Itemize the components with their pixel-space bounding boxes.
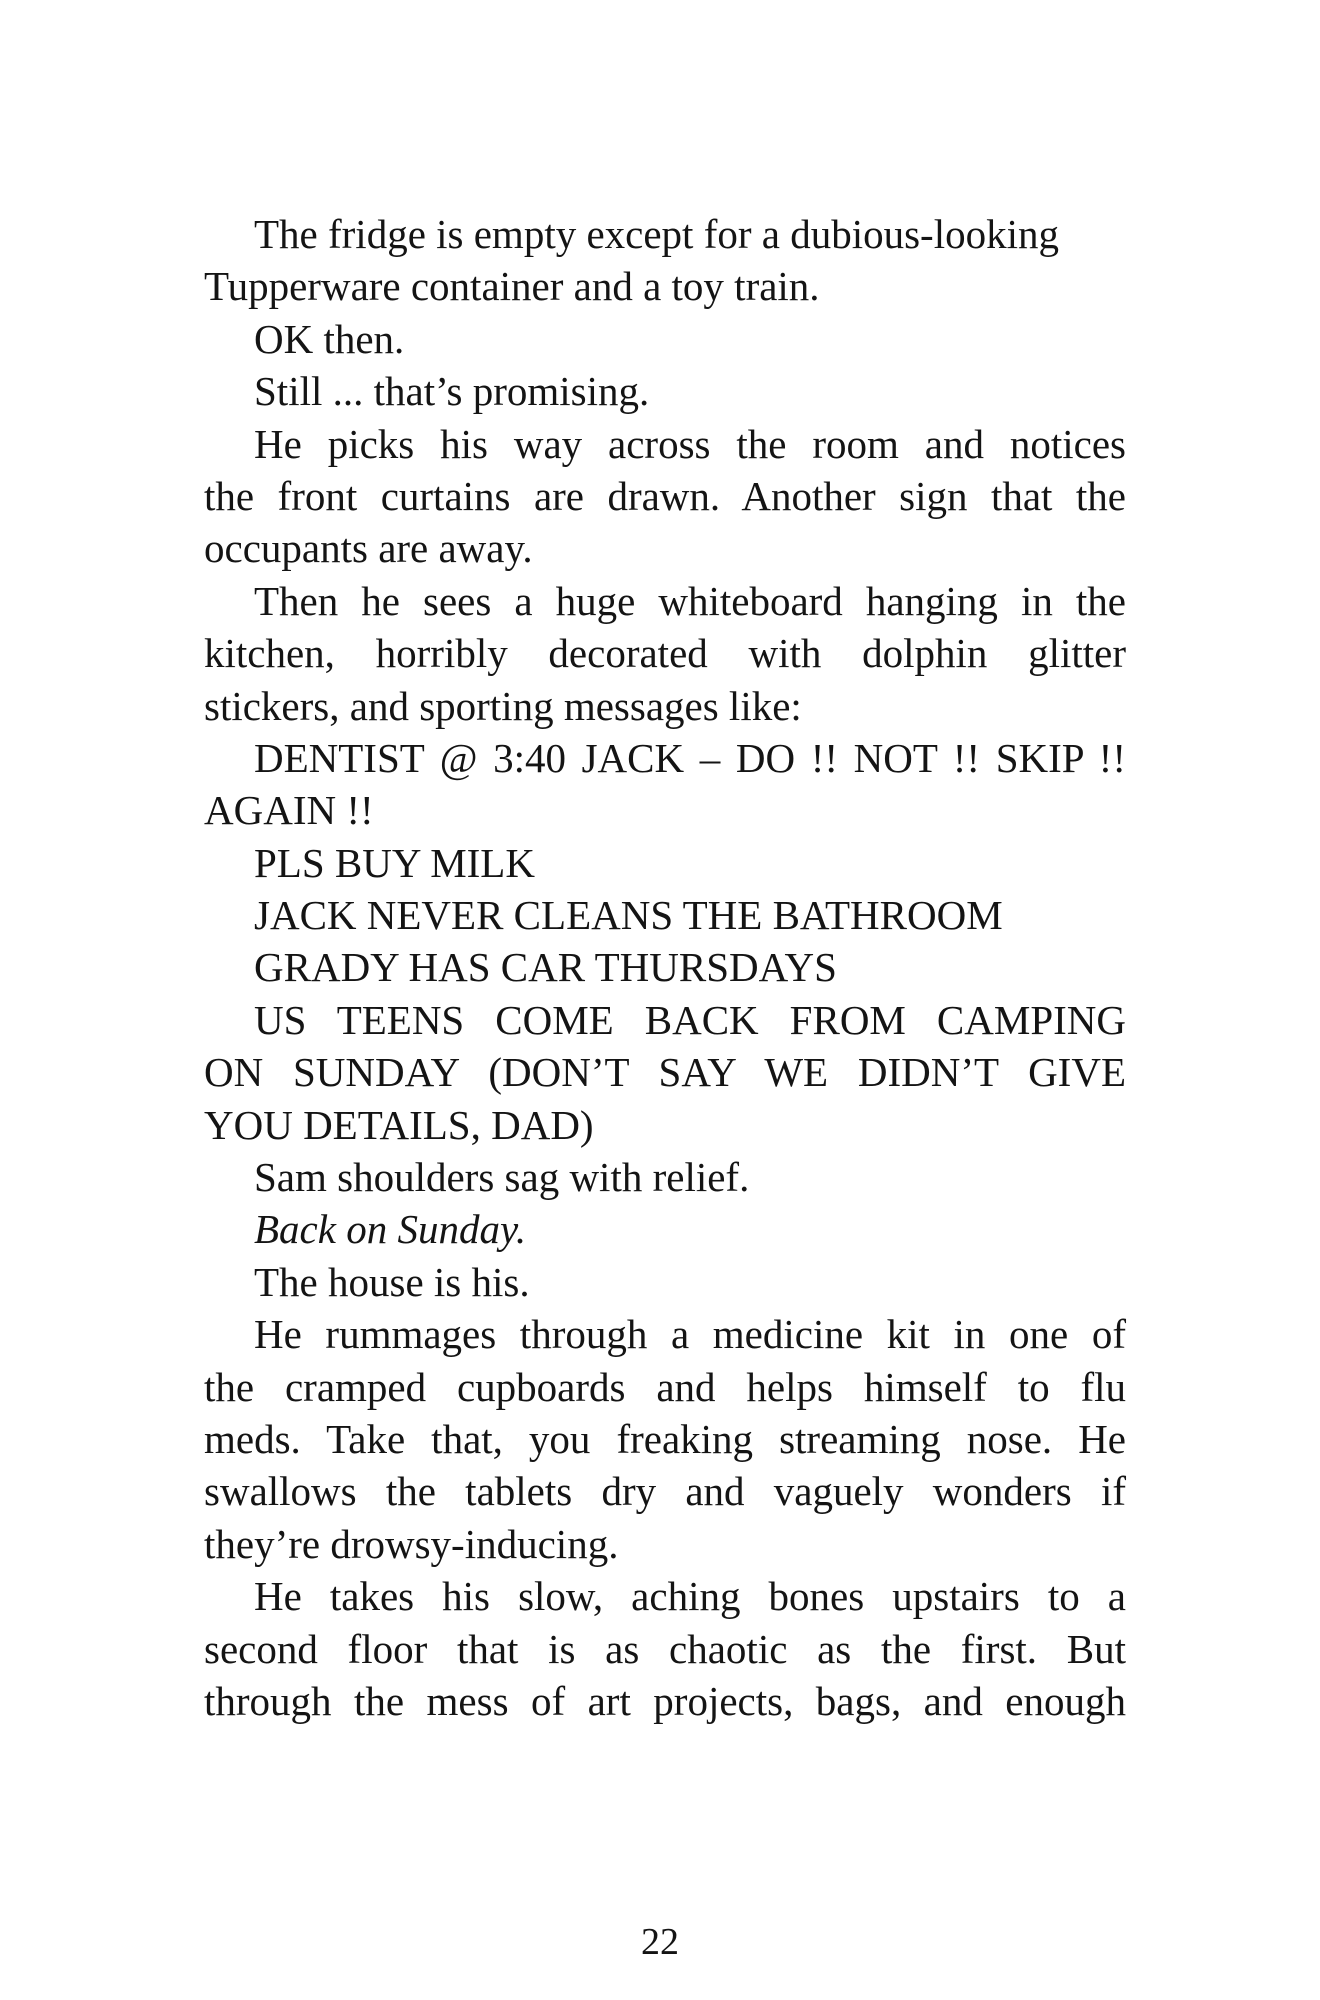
text-line: Tupperware container and a toy train. [204, 263, 820, 310]
text-line: DENTIST @ 3:40 JACK – DO !! NOT !! SKIP !! [254, 734, 1126, 781]
text-line: ON SUNDAY (DON’T SAY WE DIDN’T GIVE [204, 1049, 1126, 1096]
text-line-italic: Back on Sunday. [254, 1206, 527, 1253]
text-line: PLS BUY MILK [254, 839, 535, 886]
text-line: OK then. [254, 315, 405, 362]
text-line: second floor that is as chaotic as the first. But [204, 1625, 1126, 1672]
text-line: The house is his. [254, 1258, 530, 1305]
text-line: He picks his way across the room and notices [254, 420, 1126, 467]
text-line: The fridge is empty except for a dubious-looking [254, 211, 1059, 257]
text-line: YOU DETAILS, DAD) [204, 1101, 594, 1148]
text-line: through the mess of art projects, bags, and enough [204, 1677, 1126, 1724]
text-line: AGAIN !! [204, 787, 374, 834]
text-line: Sam shoulders sag with relief. [254, 1154, 750, 1201]
text-line: the cramped cupboards and helps himself to flu [204, 1363, 1126, 1410]
text-line: stickers, and sporting messages like: [204, 682, 802, 729]
text-line: Then he sees a huge whiteboard hanging in the [254, 577, 1126, 624]
text-line: He rummages through a medicine kit in one of [254, 1311, 1126, 1358]
text-line: Still ... that’s promising. [254, 368, 650, 415]
text-line: the front curtains are drawn. Another sign that the [204, 472, 1126, 519]
text-line: He takes his slow, aching bones upstairs to a [254, 1573, 1126, 1620]
text-line: occupants are away. [204, 525, 533, 572]
text-line: kitchen, horribly decorated with dolphin glitter [204, 630, 1126, 677]
text-line: swallows the tablets dry and vaguely wonders if [204, 1468, 1126, 1515]
page-number: 22 [641, 1921, 679, 1963]
text-line: US TEENS COME BACK FROM CAMPING [254, 996, 1126, 1043]
body-text [204, 208, 1126, 1727]
text-line: they’re drowsy-inducing. [204, 1520, 619, 1567]
text-line: meds. Take that, you freaking streaming nose. He [204, 1415, 1126, 1462]
text-line: GRADY HAS CAR THURSDAYS [254, 944, 837, 991]
text-line: JACK NEVER CLEANS THE BATHROOM [254, 892, 1003, 939]
